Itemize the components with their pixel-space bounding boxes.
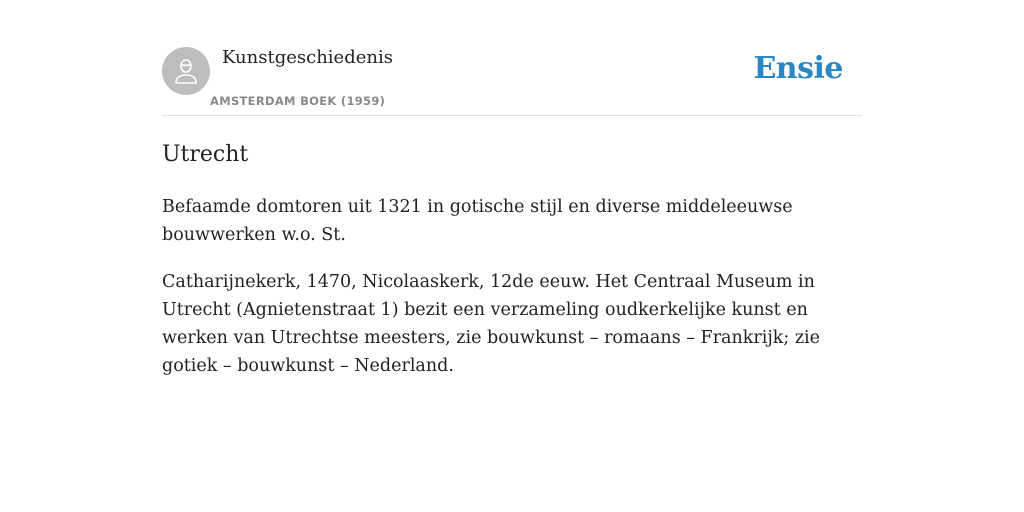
- article-paragraph: Catharijnekerk, 1470, Nicolaaskerk, 12de eeuw. Het Centraal Museum in Utrecht (Agnietenstraat 1) bezit een verzameling oudkerkelijke kunst en werken van Utrechtse meesters, zie bouwkunst – romaans – Frankrijk; zie gotiek – bouwkunst – Nederland.: [162, 272, 820, 376]
- ensie-logo[interactable]: Ensie: [753, 51, 843, 86]
- article-title: Utrecht: [162, 142, 249, 167]
- person-icon: [171, 56, 201, 86]
- article-card: [162, 0, 862, 380]
- user-avatar-icon[interactable]: [162, 47, 210, 95]
- article-header: [162, 0, 862, 116]
- source-label: AMSTERDAM BOEK (1959): [210, 94, 386, 108]
- author-link[interactable]: Kunstgeschiedenis: [222, 47, 393, 68]
- article-paragraph: Befaamde domtoren uit 1321 in gotische stijl en diverse middeleeuwse bouwwerken w.o. St.: [162, 197, 793, 245]
